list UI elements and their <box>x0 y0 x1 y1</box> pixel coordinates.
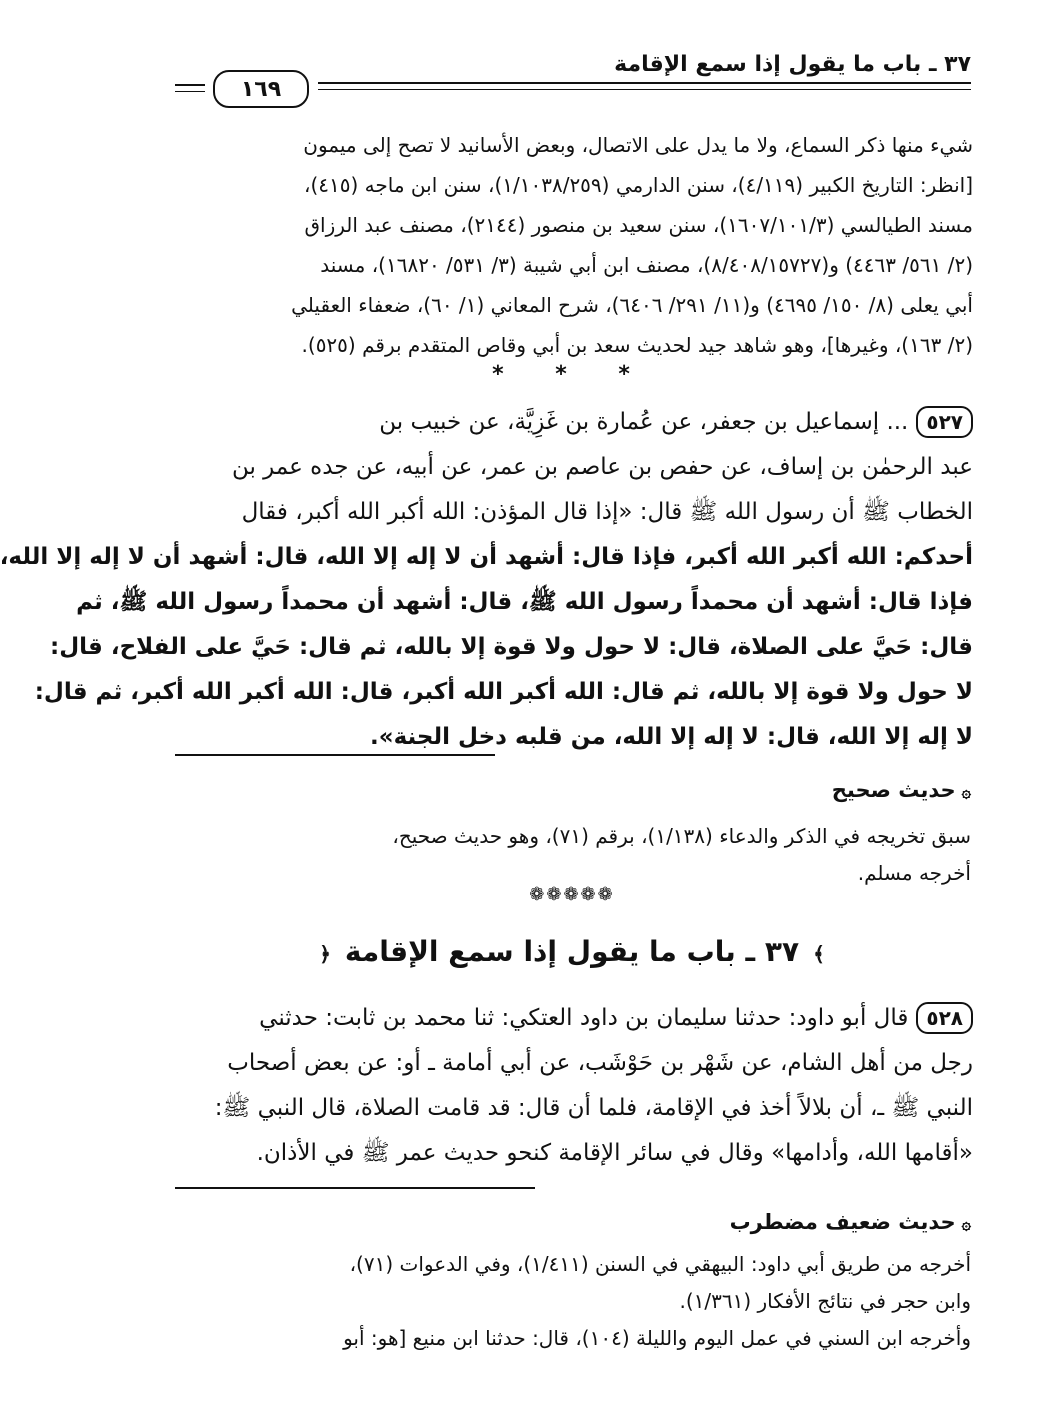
note-line: أخرجه من طريق أبي داود: البيهقي في السنن (١/٤١١)، وفي الدعوات (٧١)، <box>349 1252 971 1276</box>
running-title: ٣٧ ـ باب ما يقول إذا سمع الإقامة <box>614 52 971 77</box>
footnote-separator <box>175 1187 535 1189</box>
page-number: ١٦٩ <box>213 70 309 108</box>
note-line: وابن حجر في نتائج الأفكار (١/٣٦١). <box>679 1289 971 1313</box>
footnote-top <box>175 125 973 365</box>
hadith-text: قال أبو داود: حدثنا سليمان بن داود العتكي: ثنا محمد بن ثابت: حدثني <box>259 1005 909 1031</box>
chapter-ornament-icon: ﴾ <box>813 942 825 966</box>
chapter-ornament-icon: ﴿ <box>319 942 331 966</box>
grading-note <box>175 1246 971 1357</box>
hadith-line <box>175 996 973 1041</box>
header-rule <box>318 82 971 90</box>
footnote-line: مسند الطيالسي (١٦٠٧/١٠١/٣)، سنن سعيد بن منصور (٢١٤٤)، مصنف عبد الرزاق <box>304 213 973 237</box>
header-rule-left <box>175 84 205 92</box>
divider-ornament: ❁❁❁❁❁ <box>529 884 615 905</box>
hadith-line: رجل من أهل الشام، عن شَهْر بن حَوْشَب، عن أبي أمامة ـ أو: عن بعض أصحاب <box>227 1050 973 1076</box>
hadith-line: عبد الرحمٰن بن إساف، عن حفص بن عاصم بن عمر، عن أبيه، عن جده عمر بن <box>231 454 973 480</box>
footnote-separator <box>175 754 495 756</box>
hadith-line <box>175 400 973 445</box>
hadith-line: النبي ﷺ ـ، أن بلالاً أخذ في الإقامة، فلما أن قال: قد قامت الصلاة، قال النبي ﷺ: <box>214 1095 973 1121</box>
section-stars: * * * <box>492 362 652 387</box>
grading-label: حديث صحيح <box>831 778 956 802</box>
grading-note <box>175 818 971 892</box>
hadith-line: لا إله إلا الله، قال: لا إله إلا الله، من قلبه دخل الجنة». <box>370 724 973 750</box>
hadith-line: «أقامها الله، وأدامها» وقال في سائر الإقامة كنحو حديث عمر ﷺ في الأذان. <box>256 1140 973 1166</box>
footnote-line: شيء منها ذكر السماع، ولا ما يدل على الاتصال، وبعض الأسانيد لا تصح إلى ميمون <box>303 133 973 157</box>
footnote-line: أبي يعلى (٨/ ١٥٠/ ٤٦٩٥) و(١١/ ٢٩١/ ٦٤٠٦)، شرح المعاني (١/ ٦٠)، ضعفاء العقيلي <box>291 293 973 317</box>
hadith-line: أحدكم: الله أكبر الله أكبر، فإذا قال: أشهد أن لا إله إلا الله، قال: أشهد أن لا إله إلا الله، <box>0 544 973 570</box>
footnote-line: (٢/ ١٦٣)، وغيرها]، وهو شاهد جيد لحديث سعد بن أبي وقاص المتقدم برقم (٥٢٥). <box>301 333 973 357</box>
footnote-line: [انظر: التاريخ الكبير (٤/١١٩)، سنن الدارمي (١/١٠٣٨/٢٥٩)، سنن ابن ماجه (٤١٥)، <box>304 173 973 197</box>
hadith-number-badge: ٥٢٧ <box>916 406 973 438</box>
hadith-527 <box>0 400 973 760</box>
grading-label: حديث ضعيف مضطرب <box>729 1210 956 1234</box>
note-line: سبق تخريجه في الذكر والدعاء (١/١٣٨)، برقم (٧١)، وهو حديث صحيح، <box>392 824 971 848</box>
hadith-line: الخطاب ﷺ أن رسول الله ﷺ قال: «إذا قال المؤذن: الله أكبر الله أكبر، فقال <box>241 499 973 525</box>
grading-heading <box>730 1210 971 1234</box>
hadith-number-badge: ٥٢٨ <box>916 1002 973 1034</box>
hadith-line: لا حول ولا قوة إلا بالله، ثم قال: الله أكبر الله أكبر، قال: الله أكبر الله أكبر، ثم قال: <box>34 679 973 705</box>
hadith-text: ... إسماعيل بن جعفر، عن عُمارة بن غَزِيَّة، عن خبيب بن <box>379 409 909 435</box>
grading-mark-icon: ۞ <box>961 782 971 801</box>
grading-heading <box>832 778 971 802</box>
note-line: أخرجه مسلم. <box>857 861 971 885</box>
chapter-title: ٣٧ ـ باب ما يقول إذا سمع الإقامة <box>344 935 800 968</box>
hadith-line: قال: حَيَّ على الصلاة، قال: لا حول ولا قوة إلا بالله، ثم قال: حَيَّ على الفلاح، قال: <box>50 634 973 660</box>
hadith-line: فإذا قال: أشهد أن محمداً رسول الله ﷺ، قال: أشهد أن محمداً رسول الله ﷺ، ثم <box>76 589 973 615</box>
grading-mark-icon: ۞ <box>961 1214 971 1233</box>
hadith-528 <box>175 996 973 1176</box>
note-line: وأخرجه ابن السني في عمل اليوم والليلة (١٠٤)، قال: حدثنا ابن منيع [هو: أبو <box>343 1326 971 1350</box>
footnote-line: (٢/ ٥٦١/ ٤٤٦٣) و(٨/٤٠٨/١٥٧٢٧)، مصنف ابن أبي شيبة (٣/ ٥٣١/ ١٦٨٢٠)، مسند <box>320 253 973 277</box>
chapter-heading <box>103 935 1041 968</box>
